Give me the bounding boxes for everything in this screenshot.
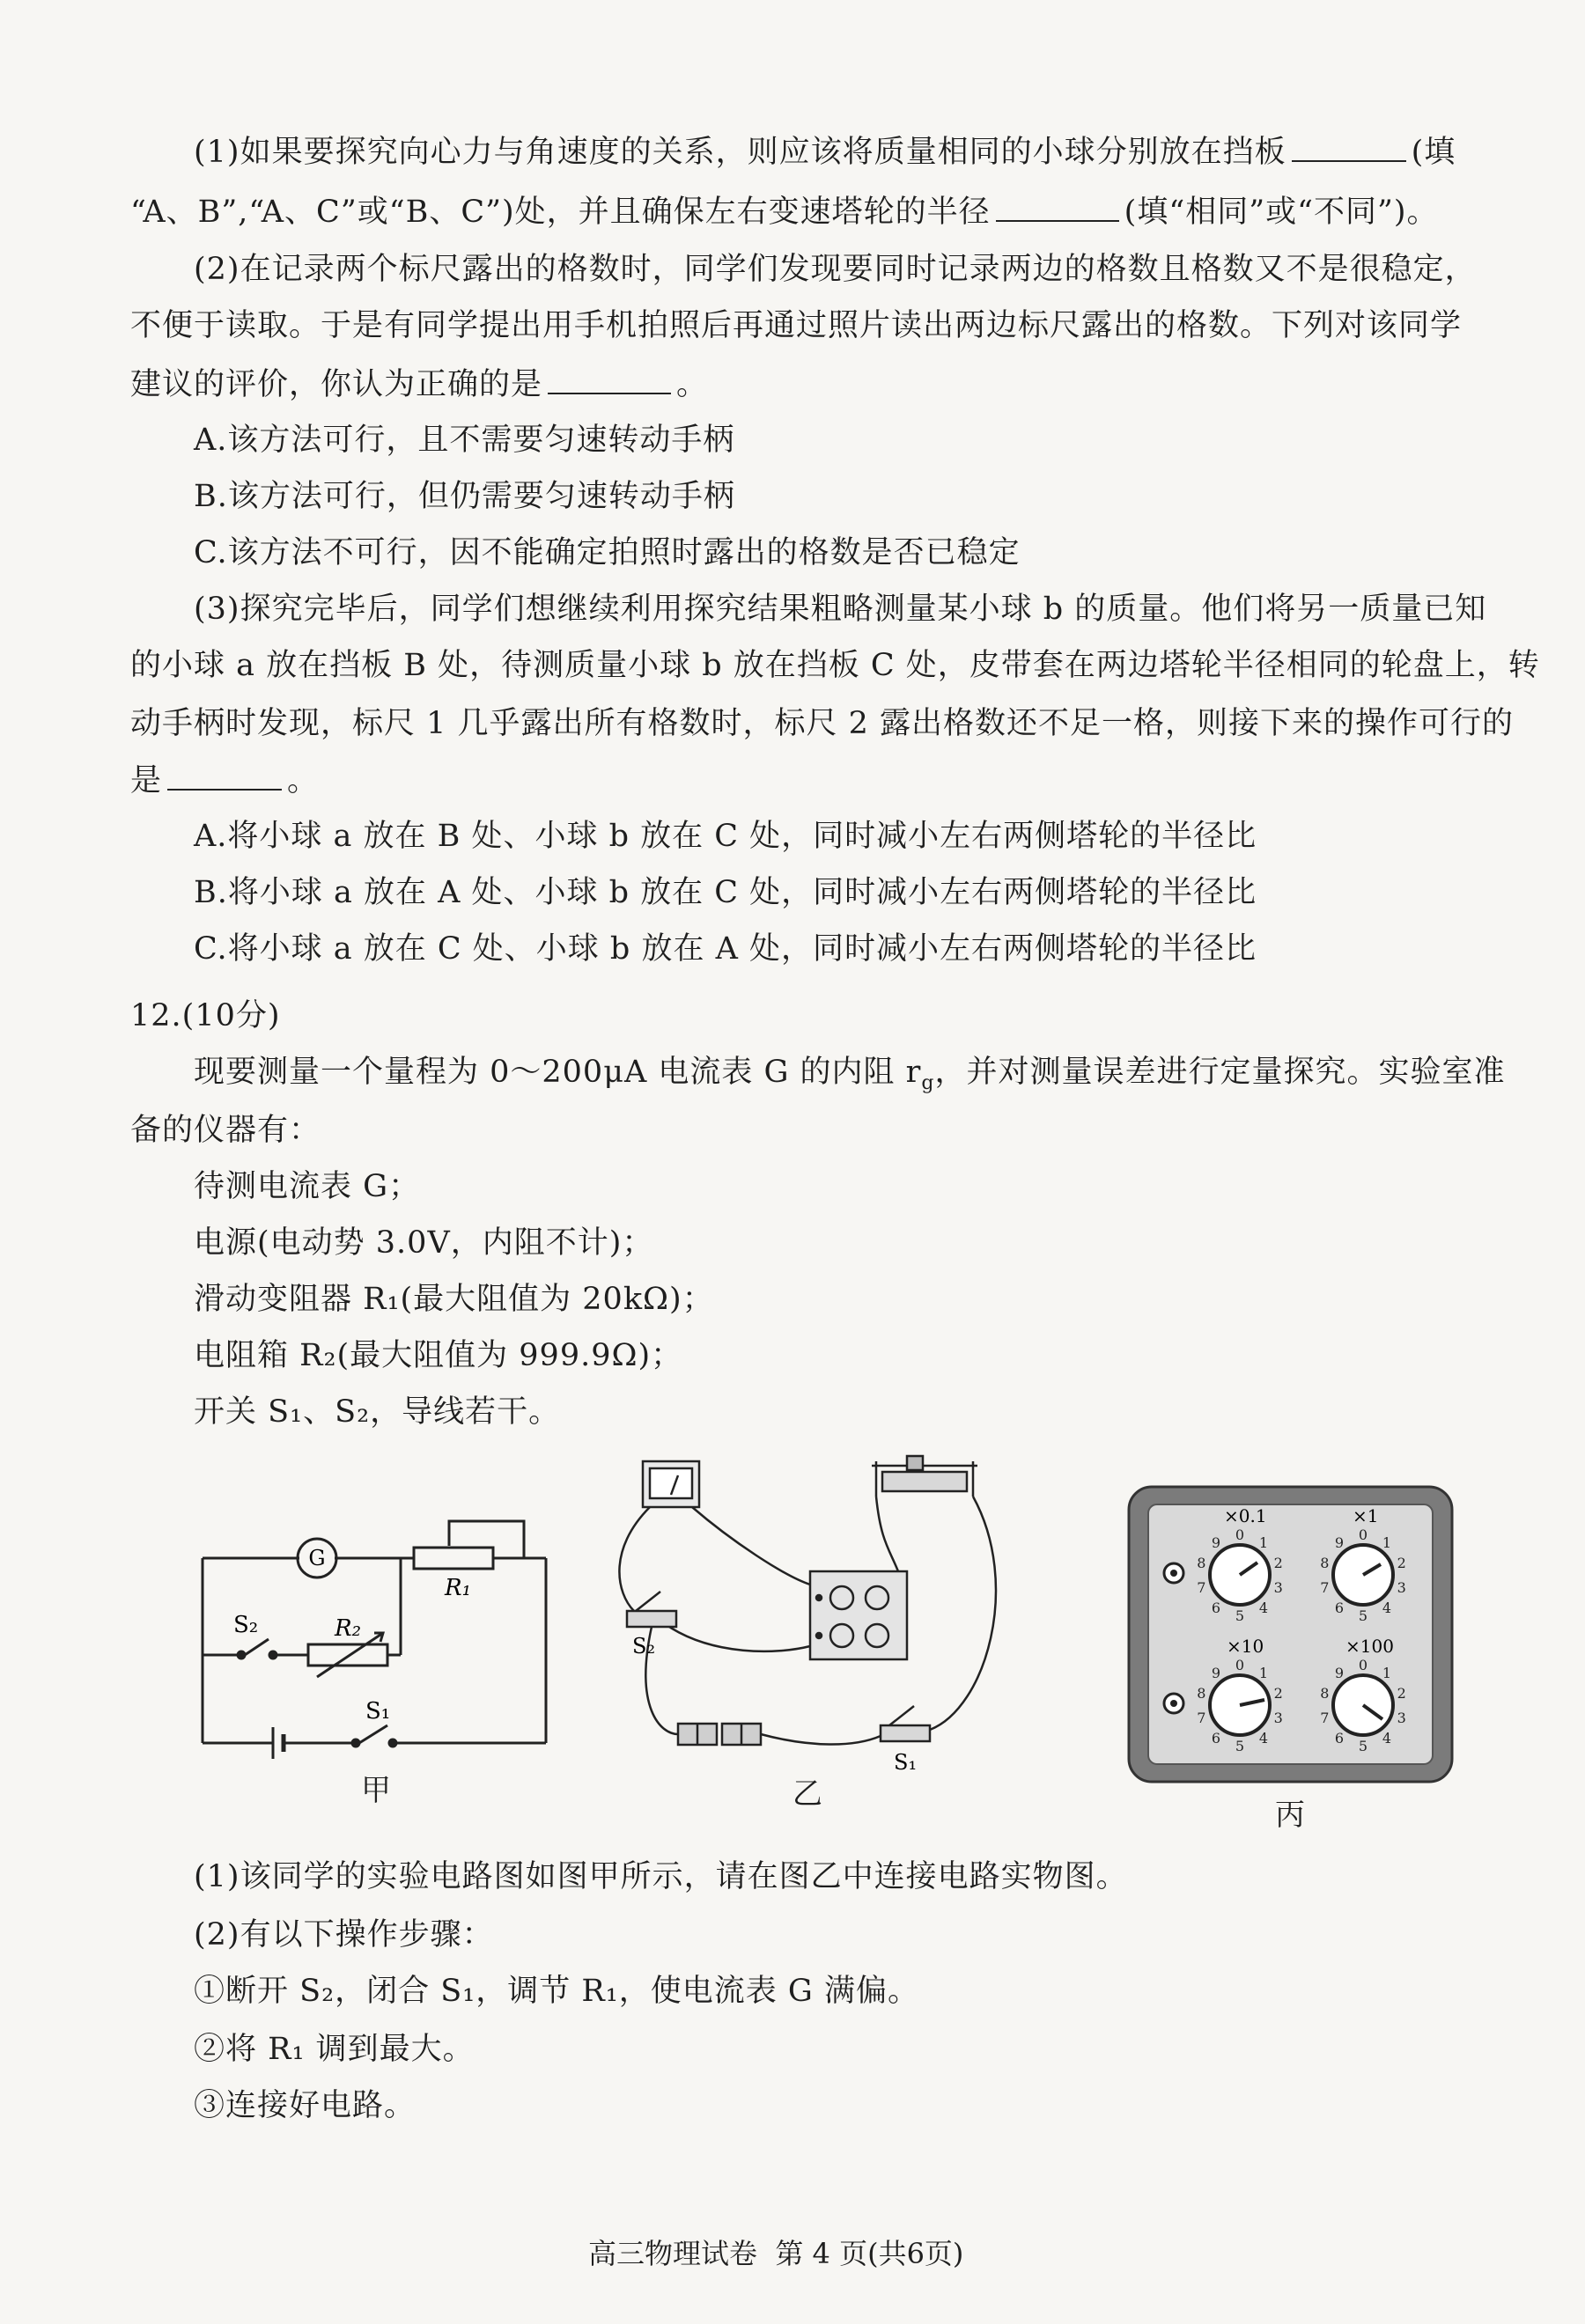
q11-part1-text-3: (填“相同”或“不同”)。 xyxy=(1124,195,1439,230)
q11-part2-text: 建议的评价，你认为正确的是 xyxy=(130,367,543,402)
circuit-diagram-jia xyxy=(185,1488,572,1778)
dial-digit: 3 xyxy=(1273,1579,1283,1597)
dial-digit: 9 xyxy=(1211,1533,1221,1551)
dial-digit: 6 xyxy=(1211,1600,1221,1617)
dial-digit: 4 xyxy=(1258,1730,1269,1747)
exam-title: 高三物理试卷 xyxy=(588,2237,758,2270)
q11-part3-period: 。 xyxy=(287,763,320,798)
q11-part2-line3 xyxy=(130,364,708,404)
s1-label: S₁ xyxy=(365,1698,391,1725)
dial-digit: 1 xyxy=(1258,1533,1269,1551)
yi-s1-label: S₁ xyxy=(894,1750,918,1775)
dial-x100 xyxy=(1333,1675,1393,1735)
multiplier-label: ×0.1 xyxy=(1224,1505,1267,1526)
dial-digit: 6 xyxy=(1334,1730,1345,1747)
dial-digit: 7 xyxy=(1197,1710,1206,1727)
dial-digit: 6 xyxy=(1334,1600,1345,1617)
page-prefix: 第 xyxy=(775,2237,804,2270)
dial-digit: 2 xyxy=(1273,1684,1283,1702)
dial-digit: 1 xyxy=(1382,1533,1392,1551)
dial-digit: 4 xyxy=(1258,1600,1269,1617)
equipment-item-galvanometer: 待测电流表 G； xyxy=(194,1169,421,1204)
answer-blank[interactable] xyxy=(996,192,1119,222)
dial-digit: 8 xyxy=(1320,1554,1330,1571)
q12-intro-line1 xyxy=(194,1053,1506,1103)
r2-label: R₂ xyxy=(335,1615,361,1642)
q11-part3-line2: 的小球 a 放在挡板 B 处，待测质量小球 b 放在挡板 C 处，皮带套在两边塔轮半径相同的轮盘上，转 xyxy=(130,648,1540,683)
q11-part2-option-c: C.该方法不可行，因不能确定拍照时露出的格数是否已稳定 xyxy=(194,535,1021,570)
dial-digit: 0 xyxy=(1235,1526,1245,1543)
q11-part3-option-a: A.将小球 a 放在 B 处、小球 b 放在 C 处，同时减小左右两侧塔轮的半径比 xyxy=(194,819,1257,854)
dial-digit: 9 xyxy=(1211,1664,1221,1681)
dial-digit: 1 xyxy=(1258,1664,1269,1681)
multiplier-label: ×10 xyxy=(1227,1636,1264,1657)
multiplier-label: ×100 xyxy=(1345,1636,1394,1657)
dial-digit: 4 xyxy=(1382,1600,1392,1617)
q11-part3-text: 是 xyxy=(130,763,163,798)
circuit-photo-yi xyxy=(608,1444,1013,1778)
q12-step-1: ①断开 S₂，闭合 S₁，调节 R₁，使电流表 G 满偏。 xyxy=(194,1974,919,2009)
q12-intro-line2: 备的仪器有： xyxy=(130,1113,321,1148)
q12-rg-subscript: g xyxy=(921,1072,935,1094)
dial-x10 xyxy=(1210,1675,1270,1735)
dial-x1 xyxy=(1333,1545,1393,1605)
q11-part2-line1: (2)在记录两个标尺露出的格数时，同学们发现要同时记录两边的格数且格数又不是很稳定， xyxy=(194,252,1477,287)
dial-digit: 0 xyxy=(1358,1657,1368,1673)
dial-digit: 8 xyxy=(1197,1554,1206,1571)
q11-part1-text: (1)如果要探究向心力与角速度的关系，则应该将质量相同的小球分别放在挡板 xyxy=(194,135,1286,170)
yi-s2-label: S₂ xyxy=(632,1634,656,1658)
q11-part3-line4 xyxy=(130,761,319,800)
equipment-item-switches: 开关 S₁、S₂，导线若干。 xyxy=(194,1394,561,1430)
dial-digit: 9 xyxy=(1334,1533,1345,1551)
q11-part3-option-c: C.将小球 a 放在 C 处、小球 b 放在 A 处，同时减小左右两侧塔轮的半径比 xyxy=(194,931,1257,967)
q11-part2-option-b: B.该方法可行，但仍需要匀速转动手柄 xyxy=(194,479,735,514)
q11-part3-line1: (3)探究完毕后，同学们想继续利用探究结果粗略测量某小球 b 的质量。他们将另一质量已知 xyxy=(194,592,1487,627)
figure-yi-caption: 乙 xyxy=(792,1776,822,1812)
dial-digit: 0 xyxy=(1235,1657,1245,1673)
dial-digit: 9 xyxy=(1334,1664,1345,1681)
dial-digit: 0 xyxy=(1358,1526,1368,1543)
dial-digit: 7 xyxy=(1320,1579,1330,1597)
figure-jia-caption: 甲 xyxy=(361,1773,391,1808)
q12-step-2: ②将 R₁ 调到最大。 xyxy=(194,2032,475,2067)
q12-part1: (1)该同学的实验电路图如图甲所示，请在图乙中连接电路实物图。 xyxy=(194,1859,1128,1894)
multiplier-label: ×1 xyxy=(1353,1505,1379,1526)
q11-part1-line1 xyxy=(194,132,1456,172)
dial-digit: 3 xyxy=(1273,1710,1283,1727)
answer-blank[interactable] xyxy=(167,761,282,791)
q11-part1-text-2: “A、B”,“A、C”或“B、C”)处，并且确保左右变速塔轮的半径 xyxy=(130,195,991,230)
q12-intro-text: 现要测量一个量程为 0～200μA 电流表 G 的内阻 r xyxy=(194,1055,922,1090)
dial-digit: 4 xyxy=(1382,1730,1392,1747)
dial-digit: 5 xyxy=(1235,1738,1245,1754)
q11-part2-option-a: A.该方法可行，且不需要匀速转动手柄 xyxy=(194,423,735,458)
q11-part1-fill-hint: (填 xyxy=(1411,135,1456,170)
equipment-item-power: 电源(电动势 3.0V，内阻不计)； xyxy=(194,1225,654,1261)
q12-intro-text-end: ，并对测量误差进行定量探究。实验室准 xyxy=(934,1055,1506,1090)
q11-part1-line2 xyxy=(130,192,1439,232)
dial-digit: 3 xyxy=(1397,1710,1406,1727)
q11-part3-line3: 动手柄时发现，标尺 1 几乎露出所有格数时，标尺 2 露出格数还不足一格，则接下来的操作可行的 xyxy=(130,706,1515,741)
dial-digit: 8 xyxy=(1320,1684,1330,1702)
q11-part2-period: 。 xyxy=(676,367,709,402)
dial-digit: 2 xyxy=(1273,1554,1283,1571)
dial-digit: 2 xyxy=(1397,1684,1406,1702)
figure-bing-caption: 丙 xyxy=(1275,1798,1305,1833)
dial-digit: 7 xyxy=(1320,1710,1330,1727)
dial-digit: 3 xyxy=(1397,1579,1406,1597)
galvanometer-symbol: G xyxy=(308,1546,326,1570)
answer-blank[interactable] xyxy=(1292,132,1406,162)
q11-part3-option-b: B.将小球 a 放在 A 处、小球 b 放在 C 处，同时减小左右两侧塔轮的半径比 xyxy=(194,875,1257,910)
dial-digit: 1 xyxy=(1382,1664,1392,1681)
r1-label: R₁ xyxy=(445,1575,471,1601)
q12-header: 12.(10分) xyxy=(130,998,281,1033)
dial-x0-1 xyxy=(1210,1545,1270,1605)
dial-digit: 7 xyxy=(1197,1579,1206,1597)
page-footer xyxy=(588,2236,963,2271)
q11-part2-line2: 不便于读取。于是有同学提出用手机拍照后再通过照片读出两边标尺露出的格数。下列对该同学 xyxy=(130,308,1463,343)
page-total: 页(共6页) xyxy=(839,2237,964,2270)
dial-digit: 5 xyxy=(1235,1607,1245,1624)
dial-digit: 5 xyxy=(1358,1738,1368,1754)
answer-blank[interactable] xyxy=(548,364,671,394)
dial-digit: 8 xyxy=(1197,1684,1206,1702)
page-number: 4 xyxy=(812,2237,830,2270)
q12-step-3: ③连接好电路。 xyxy=(194,2088,417,2123)
equipment-item-rheostat: 滑动变阻器 R₁(最大阻值为 20kΩ)； xyxy=(194,1282,714,1317)
equipment-item-resistance-box: 电阻箱 R₂(最大阻值为 999.9Ω)； xyxy=(194,1338,683,1373)
dial-digit: 6 xyxy=(1211,1730,1221,1747)
s2-label: S₂ xyxy=(233,1612,259,1638)
resistance-box-bing xyxy=(1125,1483,1456,1787)
dial-digit: 5 xyxy=(1358,1607,1368,1624)
q12-part2: (2)有以下操作步骤： xyxy=(194,1917,494,1953)
dial-digit: 2 xyxy=(1397,1554,1406,1571)
